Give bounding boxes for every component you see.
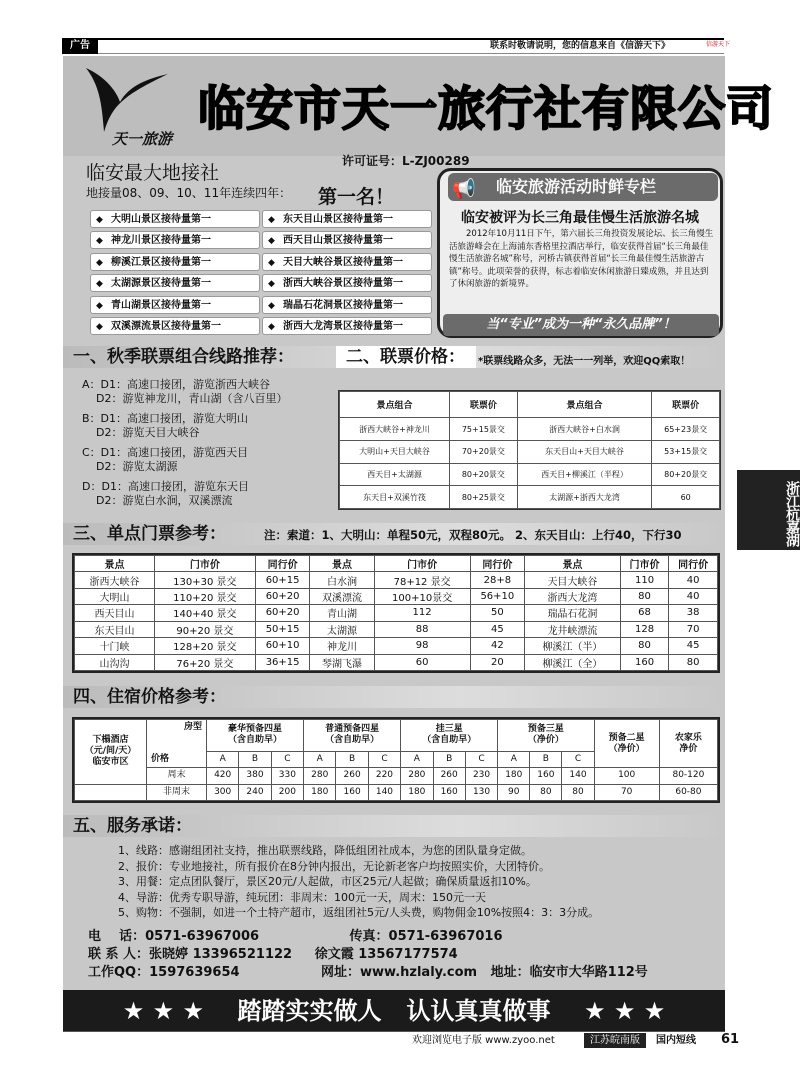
table-cell: 50+15 [255, 621, 310, 637]
table-cell: 128 [620, 621, 669, 637]
table-cell: 110 [620, 572, 669, 588]
ad-tag: 广告 [62, 38, 98, 54]
route-item: C：D1：高速口接团，游览西天目 D2：游览太湖源 [82, 446, 249, 473]
table-cell: 180 [401, 784, 433, 801]
news-body: 2012年10月11日下午，第六届长三角投资发展论坛、长三角慢生活旅游峰会在上海浦东香格里拉酒店举行，临安获得首届“长三角最佳慢生活旅游名城”称号，河桥古镇获得首届“长三角最佳慢生活旅游古镇”称号。此项荣誉的获得，标志着临安休闲旅游日臻成熟，并且达到了休闲旅游的新境界。 [449, 229, 714, 289]
table-row [75, 784, 718, 801]
table-cell: 260 [433, 768, 465, 784]
service-item: 2、报价：专业地接社，所有报价在8分钟内报出，无论新老客户均按照实价，大团特价。 [118, 859, 550, 873]
table-cell: 330 [271, 768, 303, 784]
table-cell: 80 [669, 654, 718, 670]
table-cell: 140 [562, 768, 594, 784]
table-cell: 160 [530, 768, 562, 784]
hotel-group: 挂三星 （含自助早） [401, 720, 498, 752]
table-row [340, 441, 720, 464]
table-cell: 80+20景交 [652, 463, 720, 486]
hotel-group: 预备三星 （净价） [498, 720, 594, 752]
table-cell: 110+20 景交 [154, 588, 255, 604]
table-cell: 75+15景交 [450, 418, 518, 441]
combo-price-table [338, 390, 721, 510]
table-cell: 60+15 [255, 572, 310, 588]
table-cell: 70 [669, 621, 718, 637]
table-cell: 45 [669, 638, 718, 654]
contact-line: 电 话：0571-63967006 传真：0571-63967016 [88, 929, 503, 944]
hotel-price-table [72, 717, 720, 803]
table-header: 联票价 [652, 392, 720, 418]
table-cell: 76+20 景交 [154, 654, 255, 670]
service-item: 5、购物：不强制，如进一个土特产超市，返组团社5元/人头费，购物佣金10%按照4：3：3分成。 [118, 906, 600, 919]
grade-label: C [271, 751, 303, 767]
ranking-item: ◆ 青山湖景区接待量第一 [90, 296, 260, 314]
route-item: B：D1：高速口接团，游览大明山 D2：游览天目大峡谷 [82, 412, 249, 439]
table-cell: 36+15 [255, 654, 310, 670]
table-cell: 山沟沟 [75, 654, 155, 670]
table-cell: 80 [620, 638, 669, 654]
table-cell: 100+10景交 [374, 588, 470, 604]
hotel-left-label: 下榻酒店 （元/间/天） 临安市区 [75, 720, 147, 785]
service-list [118, 843, 599, 921]
table-cell: 80+25景交 [450, 486, 518, 509]
table-header: 景点 [310, 556, 374, 572]
ranking-item: ◆ 浙西大龙湾景区接待量第一 [262, 317, 432, 335]
table-cell: 40 [669, 572, 718, 588]
table-row [75, 605, 718, 621]
table-cell: 白水涧 [310, 572, 374, 588]
grade-label: B [239, 751, 271, 767]
table-cell: 90 [498, 784, 530, 801]
license-number: 许可证号：L-ZJ00289 [342, 154, 470, 168]
grade-label: B [530, 751, 562, 767]
table-cell: 78+12 景交 [374, 572, 470, 588]
table-cell: 60+10 [255, 638, 310, 654]
table-header: 景点组合 [340, 392, 450, 418]
table-header: 同行价 [255, 556, 310, 572]
region-side-tab: 浙江杭嘉湖 [737, 470, 800, 550]
table-cell: 130+30 景交 [154, 572, 255, 588]
news-title: 临安旅游活动时鲜专栏 [448, 173, 718, 201]
service-item: 1、线路：感谢组团社支持，推出联票线路，降低组团社成本，为您的团队量身定做。 [118, 844, 532, 857]
table-cell: 220 [368, 768, 400, 784]
grade-label: C [368, 751, 400, 767]
magazine-logo: 信游天下 [706, 41, 731, 48]
table-cell: 98 [374, 638, 470, 654]
logo-text: 天一旅游 [112, 130, 173, 148]
section-title-tickets: 三、单点门票参考： [73, 524, 226, 544]
news-headline: 临安被评为长三角最佳慢生活旅游名城 [461, 210, 699, 226]
table-cell: 龙井峡漂流 [525, 621, 621, 637]
table-cell: 53+15景交 [652, 441, 720, 464]
footer-website: 欢迎浏览电子版 www.zyoo.net [412, 1035, 555, 1046]
table-cell: 112 [374, 605, 470, 621]
ranking-item: ◆ 浙西大峡谷景区接待量第一 [262, 274, 432, 292]
table-cell: 100 [594, 768, 659, 784]
table-cell: 88 [374, 621, 470, 637]
table-row [75, 638, 718, 654]
table-cell: 160 [336, 784, 368, 801]
table-cell: 西天目山 [75, 605, 155, 621]
table-cell: 230 [465, 768, 497, 784]
table-cell: 90+20 景交 [154, 621, 255, 637]
day-type-label: 非周末 [147, 784, 207, 801]
table-header: 门市价 [154, 556, 255, 572]
table-cell: 瑞晶石花洞 [525, 605, 621, 621]
first-place: 第一名！ [318, 186, 395, 208]
table-header: 景点 [75, 556, 155, 572]
table-cell: 65+23景交 [652, 418, 720, 441]
source-note: 联系时敬请说明，您的信息来自《信游天下》 [490, 41, 671, 51]
table-cell: 180 [304, 784, 336, 801]
swallow-logo-icon [82, 66, 172, 136]
bottom-slogan: ★ ★ ★ 踏踏实实做人 认认真真做事 ★ ★ ★ [63, 990, 725, 1032]
table-cell: 50 [470, 605, 525, 621]
route-item: A：D1：高速口接团，游览浙西大峡谷 D2：游览神龙川，青山湖（含八百里） [82, 378, 288, 405]
grade-label: C [562, 751, 594, 767]
room-type-label: 房型 [183, 722, 202, 732]
contact-line: 工作QQ：1597639654 网址：www.hzlaly.com 地址：临安市大华路112号 [88, 965, 648, 980]
table-cell: 东天目+双溪竹筏 [340, 486, 450, 509]
table-cell: 45 [470, 621, 525, 637]
company-name: 临安市天一旅行社有限公司 [198, 82, 774, 137]
route-item: D：D1：高速口接团，游览东天目 D2：游览白水涧，双溪漂流 [82, 480, 249, 507]
ranking-item: ◆ 神龙川景区接待量第一 [90, 231, 260, 249]
table-row [75, 654, 718, 670]
table-cell: 十门峡 [75, 638, 155, 654]
table-cell: 280 [304, 768, 336, 784]
table-cell: 柳溪江（半） [525, 638, 621, 654]
table-cell: 200 [271, 784, 303, 801]
table-cell: 大明山 [75, 588, 155, 604]
contact-info [88, 928, 648, 982]
news-slogan: 当“专业”成为一种“永久品牌”！ [443, 314, 719, 336]
table-cell: 38 [669, 605, 718, 621]
subtitle: 临安最大地接社 [86, 162, 220, 184]
table-cell: 太湖源+浙西大龙湾 [517, 486, 652, 509]
table-header: 门市价 [374, 556, 470, 572]
table-cell: 80 [562, 784, 594, 801]
table-cell: 20 [470, 654, 525, 670]
table-cell: 双溪漂流 [310, 588, 374, 604]
table-cell: 东天目山+天目大峡谷 [517, 441, 652, 464]
table-row [340, 463, 720, 486]
table-cell: 260 [336, 768, 368, 784]
table-cell: 420 [207, 768, 239, 784]
table-cell: 128+20 景交 [154, 638, 255, 654]
grade-label: A [207, 751, 239, 767]
table-cell: 280 [401, 768, 433, 784]
table-cell: 160 [433, 784, 465, 801]
table-cell: 80-120 [659, 768, 717, 784]
table-row [75, 588, 718, 604]
table-cell: 青山湖 [310, 605, 374, 621]
table-cell: 180 [498, 768, 530, 784]
service-item: 3、用餐：定点团队餐厅，景区20元/人起做，市区25元/人起做；确保质量返扣10%。 [118, 875, 537, 888]
section-title-combo: 二、联票价格： [336, 346, 476, 368]
grade-label: B [433, 751, 465, 767]
table-row [75, 572, 718, 588]
table-cell: 80 [620, 588, 669, 604]
table-cell: 神龙川 [310, 638, 374, 654]
table-header: 同行价 [470, 556, 525, 572]
table-cell: 70+20景交 [450, 441, 518, 464]
table-cell: 柳溪江（全） [525, 654, 621, 670]
ranking-item: ◆ 柳溪江景区接待量第一 [90, 253, 260, 271]
ranking-item: ◆ 双溪漂流景区接待量第一 [90, 317, 260, 335]
table-cell: 浙西大龙湾 [525, 588, 621, 604]
table-header: 同行价 [669, 556, 718, 572]
day-type-label: 周末 [147, 768, 207, 784]
grade-label: C [465, 751, 497, 767]
table-cell: 42 [470, 638, 525, 654]
table-cell: 300 [207, 784, 239, 801]
footer-edition: 江苏皖南版 [584, 1033, 646, 1048]
table-cell: 68 [620, 605, 669, 621]
table-cell: 160 [620, 654, 669, 670]
table-cell: 70 [594, 784, 659, 801]
table-cell: 浙西大峡谷+白水涧 [517, 418, 652, 441]
table-cell: 80+20景交 [450, 463, 518, 486]
table-row [75, 768, 718, 784]
section-title-routes: 一、秋季联票组合线路推荐： [73, 347, 294, 367]
cableway-note: 注：索道：1、大明山：单程50元，双程80元。 2、东天目山：上行40，下行30 [264, 528, 682, 542]
table-cell: 60+20 [255, 605, 310, 621]
contact-line: 联 系 人：张晓婷 13396521122 徐文霞 13567177574 [88, 947, 458, 962]
table-header: 联票价 [450, 392, 518, 418]
ticket-price-table [72, 553, 720, 673]
grade-label: A [401, 751, 433, 767]
table-cell: 140 [368, 784, 400, 801]
table-cell: 28+8 [470, 572, 525, 588]
table-cell: 240 [239, 784, 271, 801]
combo-note: *联票线路众多，无法一一列举，欢迎QQ索取！ [478, 356, 691, 367]
table-cell: 140+40 景交 [154, 605, 255, 621]
ranking-item: ◆ 西天目山景区接待量第一 [262, 231, 432, 249]
table-cell: 天目大峡谷 [525, 572, 621, 588]
ranking-item: ◆ 东天目山景区接待量第一 [262, 210, 432, 228]
table-cell [75, 784, 147, 801]
route-list [82, 378, 287, 514]
stats-text: 地接量08、09、10、11年连续四年： [86, 186, 292, 200]
table-cell: 380 [239, 768, 271, 784]
grade-label: B [336, 751, 368, 767]
table-cell: 浙西大峡谷+神龙川 [340, 418, 450, 441]
room-price-corner [147, 720, 207, 768]
table-cell: 东天目山 [75, 621, 155, 637]
page-number: 61 [721, 1032, 740, 1047]
ranking-item: ◆ 大明山景区接待量第一 [90, 210, 260, 228]
table-cell: 大明山+天目大峡谷 [340, 441, 450, 464]
grade-label: A [304, 751, 336, 767]
table-cell: 西天目+太湖源 [340, 463, 450, 486]
table-header: 景点组合 [517, 392, 652, 418]
table-cell: 60 [652, 486, 720, 509]
table-cell: 60+20 [255, 588, 310, 604]
section-title-hotels: 四、住宿价格参考： [73, 687, 226, 707]
table-cell: 80 [530, 784, 562, 801]
section-title-services: 五、服务承诺： [73, 816, 192, 836]
table-cell: 40 [669, 588, 718, 604]
ranking-item: ◆ 天目大峡谷景区接待量第一 [262, 253, 432, 271]
table-cell: 60-80 [659, 784, 717, 801]
hotel-group: 豪华预备四星 （含自助早） [207, 720, 304, 752]
table-header: 门市价 [620, 556, 669, 572]
ranking-item: ◆ 瑞晶石花洞景区接待量第一 [262, 296, 432, 314]
table-row [340, 486, 720, 509]
table-cell: 60 [374, 654, 470, 670]
table-row [340, 418, 720, 441]
hotel-group: 预备二星 （净价） [594, 720, 659, 768]
table-cell: 130 [465, 784, 497, 801]
hotel-group: 农家乐 净价 [659, 720, 717, 768]
ranking-item: ◆ 太湖源景区接待量第一 [90, 274, 260, 292]
table-cell: 56+10 [470, 588, 525, 604]
table-cell: 西天目+柳溪江（半程） [517, 463, 652, 486]
price-label: 价格 [151, 754, 170, 765]
service-item: 4、导游：优秀专职导游，纯玩团：非周末：100元一天，周末：150元一天 [118, 890, 486, 904]
megaphone-icon: 📢 [452, 178, 476, 200]
table-cell: 太湖源 [310, 621, 374, 637]
grade-label: A [498, 751, 530, 767]
footer-section: 国内短线 [656, 1035, 696, 1046]
table-row [75, 621, 718, 637]
table-cell: 琴湖飞瀑 [310, 654, 374, 670]
hotel-group: 普通预备四星 （含自助早） [304, 720, 401, 752]
table-cell: 浙西大峡谷 [75, 572, 155, 588]
table-header: 景点 [525, 556, 621, 572]
